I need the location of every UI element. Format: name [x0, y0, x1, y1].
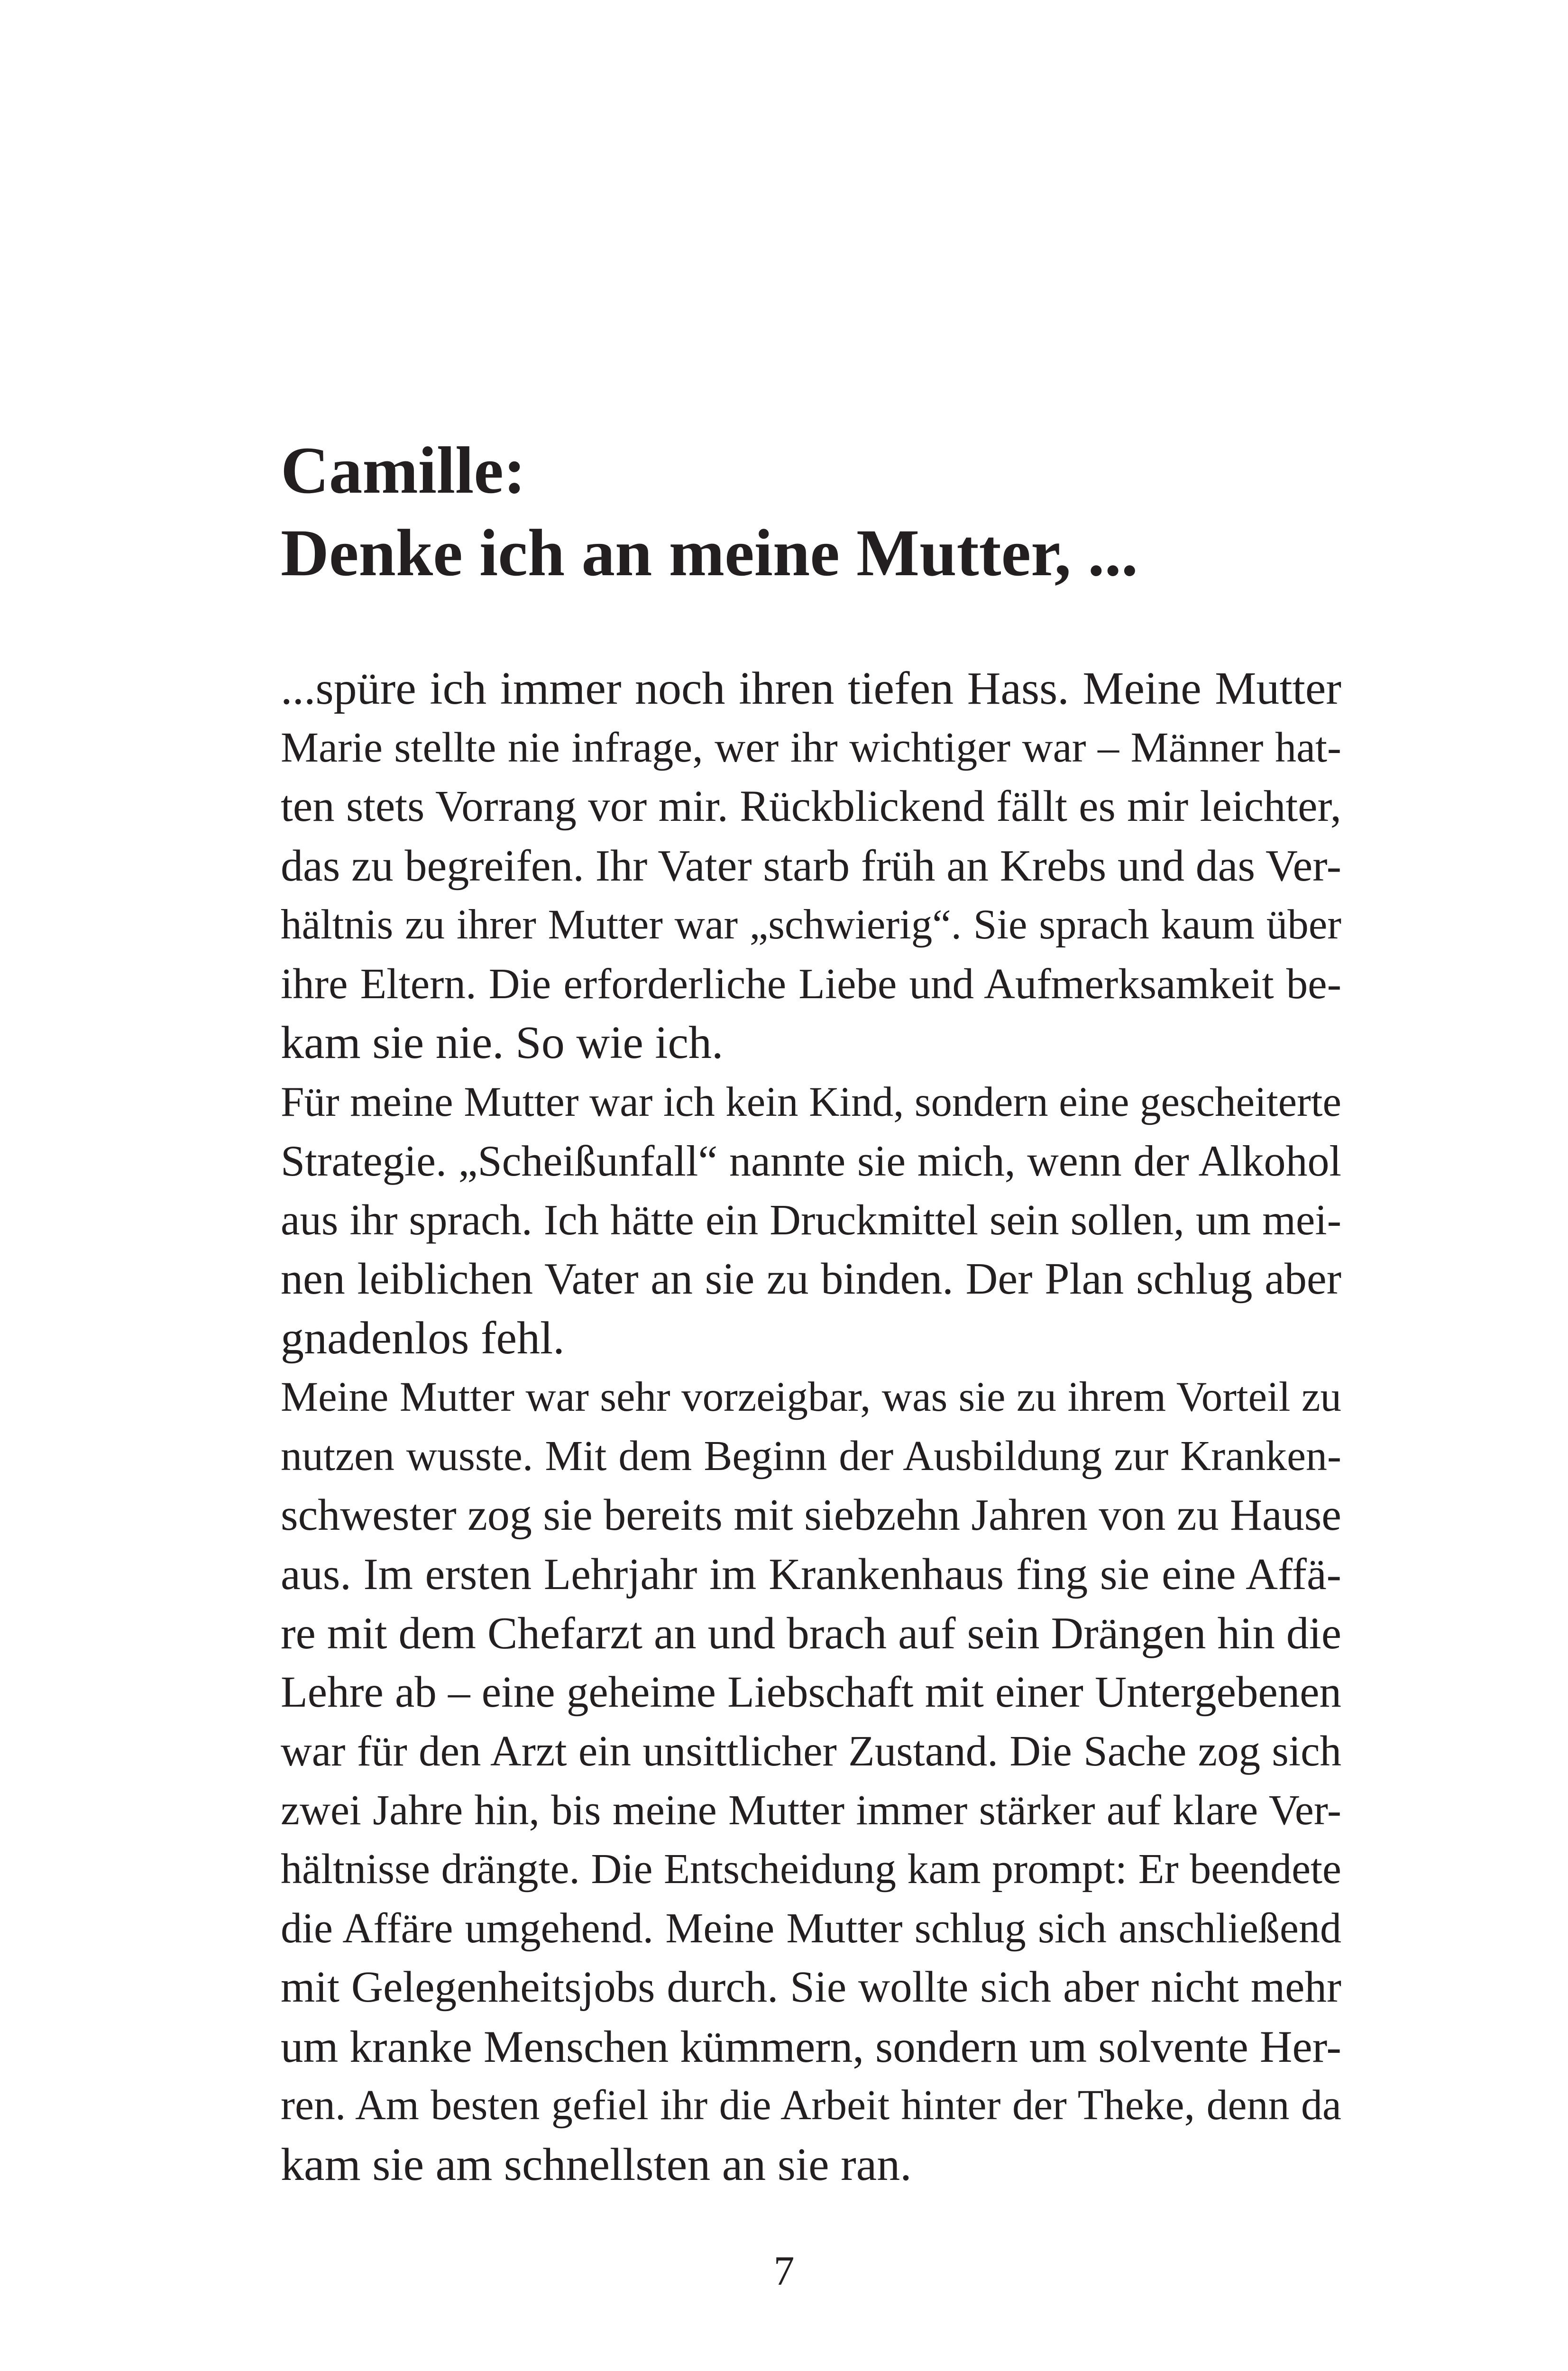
body-line: re mit dem Chefarzt an und brach auf sein Drängen hin die — [281, 1608, 1341, 1658]
body-line: um kranke Menschen kümmern, sondern um solvente Her- — [281, 2021, 1341, 2072]
chapter-heading-line-2: Denke ich an meine Mutter, ... — [281, 516, 1138, 590]
body-line: Lehre ab – eine geheime Liebschaft mit einer Untergebenen — [281, 1667, 1341, 1717]
body-line: war für den Arzt ein unsittlicher Zustand. Die Sache zog sich — [281, 1727, 1341, 1775]
body-line: ihre Eltern. Die erforderliche Liebe und Aufmerksamkeit be- — [281, 959, 1341, 1008]
body-line: mit Gelegenheitsjobs durch. Sie wollte sich aber nicht mehr — [281, 1963, 1341, 2012]
body-line: ...spüre ich immer noch ihren tiefen Hass. Meine Mutter — [281, 663, 1341, 714]
body-line: die Affäre umgehend. Meine Mutter schlug sich anschließend — [281, 1904, 1341, 1952]
body-line: das zu begreifen. Ihr Vater starb früh an Krebs und das Ver- — [281, 841, 1341, 891]
chapter-heading — [281, 429, 1343, 594]
body-line: aus. Im ersten Lehrjahr im Krankenhaus fing sie eine Affä- — [281, 1549, 1341, 1599]
chapter-body — [281, 659, 1341, 2194]
body-line: aus ihr sprach. Ich hätte ein Druckmittel sein sollen, um mei- — [281, 1195, 1341, 1244]
page-number: 7 — [773, 2248, 795, 2294]
body-line: Strategie. „Scheißunfall“ nannte sie mich, wenn der Alkohol — [281, 1137, 1341, 1185]
body-line: Meine Mutter war sehr vorzeigbar, was sie zu ihrem Vorteil zu — [281, 1374, 1341, 1420]
body-line: gnadenlos fehl. — [281, 1312, 565, 1364]
body-line: nen leiblichen Vater an sie zu binden. Der Plan schlug aber — [281, 1254, 1341, 1304]
chapter-heading-line-1: Camille: — [281, 433, 526, 507]
body-line: hältnisse drängte. Die Entscheidung kam prompt: Er beendete — [281, 1846, 1341, 1893]
body-line: Marie stellte nie infrage, wer ihr wichtiger war – Männer hat- — [281, 724, 1341, 771]
body-line: nutzen wusste. Mit dem Beginn der Ausbildung zur Kranken- — [281, 1432, 1341, 1480]
body-line: hältnis zu ihrer Mutter war „schwierig“. Sie sprach kaum über — [281, 901, 1341, 948]
body-line: Für meine Mutter war ich kein Kind, sondern eine gescheiterte — [281, 1078, 1341, 1125]
body-line: ren. Am besten gefiel ihr die Arbeit hinter der Theke, denn da — [281, 2082, 1341, 2129]
body-line: schwester zog sie bereits mit siebzehn Jahren von zu Hause — [281, 1490, 1341, 1540]
body-line: kam sie am schnellsten an sie ran. — [281, 2139, 912, 2190]
body-line: kam sie nie. So wie ich. — [281, 1017, 724, 1068]
body-line: ten stets Vorrang vor mir. Rückblickend fällt es mir leichter, — [281, 782, 1341, 831]
body-line: zwei Jahre hin, bis meine Mutter immer stärker auf klare Ver- — [281, 1786, 1341, 1834]
